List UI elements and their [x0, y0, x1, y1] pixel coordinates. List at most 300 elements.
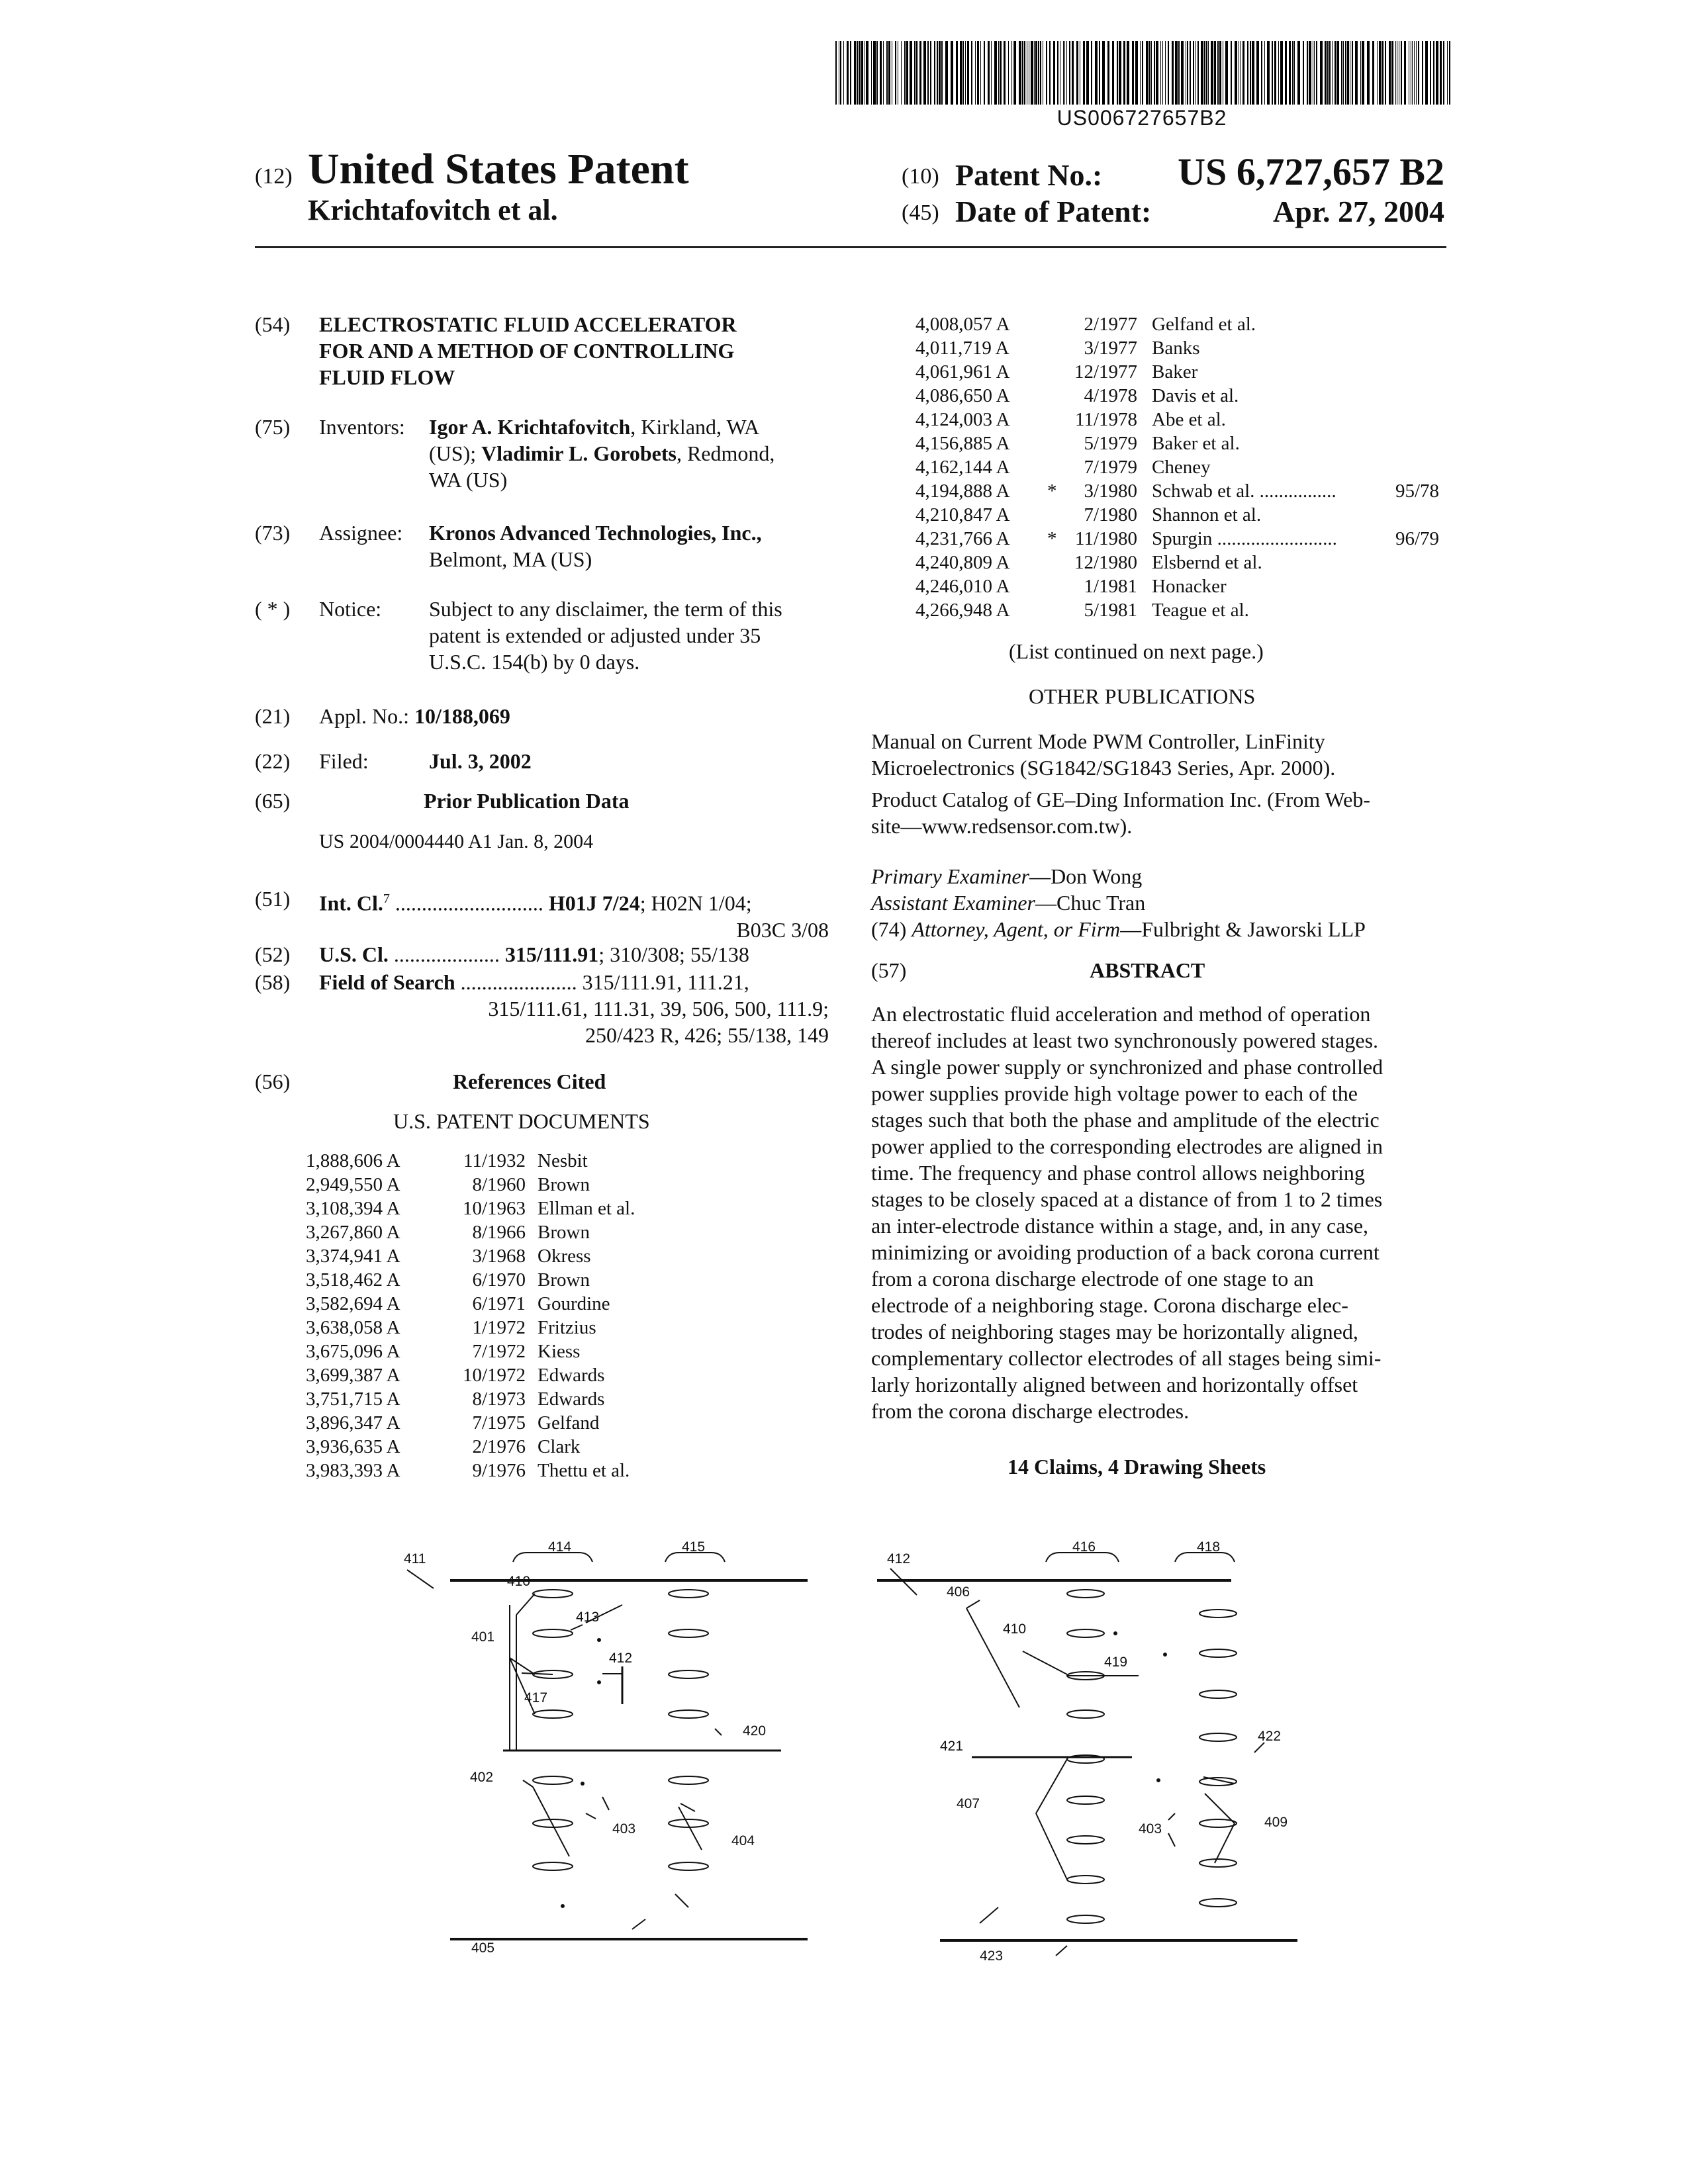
barcode-bar — [1140, 41, 1141, 105]
reference-name: Fritzius — [538, 1317, 596, 1338]
attorney: (74) Attorney, Agent, or Firm—Fulbright & Jaworski LLP — [871, 917, 1366, 941]
abstract-line: electrode of a neighboring stage. Corona discharge elec- — [871, 1293, 1348, 1317]
barcode-bar — [1154, 41, 1155, 105]
notice-text: Subject to any disclaimer, the term of this patent is extended or adjusted under 35 U.S.C. 154(b) by 0 days. — [429, 597, 782, 674]
barcode-bar — [1436, 41, 1438, 105]
reference-date: 7/1972 — [472, 1341, 526, 1362]
barcode-bar — [873, 41, 876, 105]
references-cited-title: References Cited — [453, 1069, 606, 1093]
reference-date: 2/1977 — [1084, 314, 1137, 335]
barcode-bar — [1040, 41, 1041, 105]
notice-code: ( * ) — [255, 597, 291, 621]
label-r410: 410 — [1003, 1621, 1027, 1637]
barcode-bar — [1117, 41, 1118, 105]
barcode-bar — [1035, 41, 1037, 105]
barcode-bar — [1231, 41, 1232, 105]
filed-code: (22) — [255, 749, 291, 773]
barcode-bar — [1418, 41, 1419, 105]
reference-date: 8/1973 — [472, 1388, 526, 1410]
barcode-bar — [1057, 41, 1058, 105]
reference-number: 4,162,144 A — [915, 457, 1010, 478]
reference-date: 6/1970 — [472, 1269, 526, 1291]
prior-pub-title: Prior Publication Data — [424, 789, 630, 813]
reference-name: Abe et al. — [1152, 409, 1226, 430]
reference-number: 3,896,347 A — [306, 1412, 400, 1433]
collector — [669, 1710, 708, 1718]
abstract-line: from a corona discharge electrode of one stage to an — [871, 1267, 1314, 1291]
barcode-bar — [1293, 41, 1295, 105]
barcode-bar — [1146, 41, 1148, 105]
barcode-bar — [1289, 41, 1291, 105]
reference-number: 4,194,888 A — [915, 480, 1010, 502]
reference-number: 3,936,635 A — [306, 1436, 400, 1457]
reference-date: 11/1932 — [463, 1150, 526, 1171]
reference-date: 7/1975 — [472, 1412, 526, 1433]
reference-date: 3/1968 — [472, 1246, 526, 1267]
reference-name: Okress — [538, 1246, 591, 1267]
label-411: 411 — [404, 1551, 426, 1567]
barcode-bar — [1175, 41, 1178, 105]
reference-name: Nesbit — [538, 1150, 588, 1171]
barcode-bar — [1225, 41, 1228, 105]
barcode-bar — [1401, 41, 1402, 105]
barcode-bar — [967, 41, 969, 105]
barcode-bar — [850, 41, 851, 105]
barcode-bar — [988, 41, 990, 105]
reference-number: 2,949,550 A — [306, 1174, 400, 1195]
barcode-bar — [1208, 41, 1209, 105]
barcode-bar — [1022, 41, 1023, 105]
barcode-bar — [1165, 41, 1166, 105]
barcode-bar — [1123, 41, 1125, 105]
barcode-bar — [1341, 41, 1342, 105]
reference-number: 4,231,766 A — [915, 528, 1010, 549]
reference-number: 4,240,809 A — [915, 552, 1010, 573]
reference-name: Davis et al. — [1152, 385, 1239, 406]
reference-number: 4,124,003 A — [915, 409, 1010, 430]
label-423: 423 — [980, 1948, 1004, 1964]
publication-2: Product Catalog of GE–Ding Information Inc. (From Web- site—www.redsensor.com.tw). — [871, 788, 1371, 838]
barcode-bar — [1107, 41, 1109, 105]
electrode — [533, 1629, 573, 1637]
reference-name: Schwab et al. ................ — [1152, 480, 1336, 502]
barcode-bar — [1102, 41, 1105, 105]
barcode-bar — [1360, 41, 1361, 105]
reference-number: 3,374,941 A — [306, 1246, 400, 1267]
barcode-bar — [1337, 41, 1339, 105]
barcode-bar — [1385, 41, 1386, 105]
collector — [669, 1862, 708, 1870]
assistant-examiner: Assistant Examiner—Chuc Tran — [871, 891, 1146, 915]
abstract-line: larly horizontally aligned between and horizontally offset — [871, 1373, 1358, 1396]
barcode-bar — [1011, 41, 1012, 105]
barcode-bar — [994, 41, 997, 105]
header-authors: Krichtafovitch et al. — [308, 194, 558, 226]
barcode-bar — [1162, 41, 1163, 105]
barcode-bar — [984, 41, 985, 105]
barcode-bar — [1274, 41, 1276, 105]
reference-date: 3/1980 — [1084, 480, 1137, 502]
reference-number: 4,061,961 A — [915, 361, 1010, 383]
inventors-label: Inventors: — [319, 415, 405, 439]
reference-number: 3,699,387 A — [306, 1365, 400, 1386]
barcode-bar — [1278, 41, 1279, 105]
reference-number: 4,008,057 A — [915, 314, 1010, 335]
barcode-bar — [1325, 41, 1327, 105]
reference-name: Brown — [538, 1222, 590, 1243]
collector — [669, 1590, 708, 1598]
abstract-code: (57) — [871, 958, 907, 982]
barcode-bar — [861, 41, 863, 105]
reference-name: Thettu et al. — [538, 1460, 630, 1481]
barcode-bar — [939, 41, 941, 105]
barcode-bar — [859, 41, 861, 105]
barcode-bar — [977, 41, 979, 105]
label-401: 401 — [471, 1629, 495, 1645]
barcode-bar — [1217, 41, 1219, 105]
barcode-bar — [1345, 41, 1346, 105]
barcode-bar — [975, 41, 976, 105]
barcode-bar — [1019, 41, 1021, 105]
doc-kind-code: (12) — [255, 164, 293, 189]
barcode-bar — [904, 41, 906, 105]
barcode-bar — [1297, 41, 1300, 105]
barcode-bar — [1379, 41, 1381, 105]
barcode-bar — [1367, 41, 1370, 105]
reference-name: Baker et al. — [1152, 433, 1240, 454]
label-406: 406 — [947, 1584, 970, 1600]
reference-number: 4,156,885 A — [915, 433, 1010, 454]
barcode-bar — [1303, 41, 1304, 105]
publication-1: Manual on Current Mode PWM Controller, LinFinity Microelectronics (SG1842/SG1843 Series, Apr. 2000). — [871, 729, 1336, 780]
reference-name: Cheney — [1152, 457, 1211, 478]
barcode-bar — [1243, 41, 1244, 105]
reference-number: 3,751,715 A — [306, 1388, 400, 1410]
reference-date: 12/1980 — [1074, 552, 1137, 573]
barcode-bar — [1395, 41, 1396, 105]
barcode-bar — [1433, 41, 1434, 105]
abstract-line: from the corona discharge electrodes. — [871, 1399, 1190, 1423]
barcode-bar — [1172, 41, 1174, 105]
reference-class: 96/79 — [1395, 528, 1439, 549]
barcode-bar — [1168, 41, 1169, 105]
barcode-bar — [1240, 41, 1241, 105]
label-414: 414 — [548, 1539, 572, 1555]
abstract-line: time. The frequency and phase control allows neighboring — [871, 1161, 1365, 1185]
reference-number: 1,888,606 A — [306, 1150, 400, 1171]
barcode — [835, 41, 1452, 105]
barcode-bar — [1099, 41, 1100, 105]
barcode-bar — [1066, 41, 1067, 105]
barcode-bar — [876, 41, 878, 105]
barcode-bar — [857, 41, 858, 105]
filed-label: Filed: — [319, 749, 369, 773]
reference-class: 95/78 — [1395, 480, 1439, 502]
reference-date: 5/1979 — [1084, 433, 1137, 454]
barcode-bar — [980, 41, 981, 105]
barcode-bar — [843, 41, 844, 105]
int-cl: Int. Cl.$^7$ ............................ H01J 7/24; H02N 1/04; B03C 3/08 — [319, 891, 829, 942]
reference-date: 11/1980 — [1075, 528, 1137, 549]
appl-code: (21) — [255, 704, 291, 728]
barcode-bar — [1004, 41, 1006, 105]
barcode-bar — [951, 41, 953, 105]
reference-name: Gelfand — [538, 1412, 600, 1433]
date-of-patent-label: Date of Patent: — [955, 195, 1152, 228]
barcode-bar — [1332, 41, 1333, 105]
barcode-bar — [1335, 41, 1336, 105]
barcode-bar — [1201, 41, 1203, 105]
assignee-code: (73) — [255, 521, 291, 545]
barcode-bar — [1135, 41, 1138, 105]
abstract-line: an inter-electrode distance within a stage, and, in any case, — [871, 1214, 1369, 1238]
reference-date: 10/1972 — [462, 1365, 526, 1386]
reference-name: Gelfand et al. — [1152, 314, 1256, 335]
reference-name: Elsbernd et al. — [1152, 552, 1262, 573]
reference-number: 3,638,058 A — [306, 1317, 400, 1338]
barcode-bar — [1414, 41, 1415, 105]
fos-code: (58) — [255, 970, 291, 994]
barcode-bar — [1063, 41, 1064, 105]
barcode-bar — [919, 41, 921, 105]
barcode-bar — [1412, 41, 1413, 105]
barcode-bar — [1327, 41, 1329, 105]
barcode-bar — [1447, 41, 1448, 105]
barcode-bar — [1372, 41, 1374, 105]
reference-date: 8/1966 — [472, 1222, 526, 1243]
barcode-bar — [1024, 41, 1025, 105]
label-419: 419 — [1104, 1655, 1128, 1670]
barcode-bar — [1211, 41, 1213, 105]
barcode-bar — [991, 41, 992, 105]
barcode-bar — [1256, 41, 1259, 105]
leader-411 — [407, 1570, 434, 1588]
barcode-bar — [888, 41, 890, 105]
prior-pub-entry: US 2004/0004440 A1 Jan. 8, 2004 — [319, 831, 594, 852]
label-r403: 403 — [1139, 1821, 1162, 1837]
barcode-bar — [1355, 41, 1358, 105]
barcode-bar — [1008, 41, 1009, 105]
barcode-bar — [835, 41, 837, 105]
barcode-bar — [1190, 41, 1191, 105]
us-patent-documents-title: U.S. PATENT DOCUMENTS — [393, 1109, 650, 1133]
abstract-line: complementary collector electrodes of all stages being simi- — [871, 1346, 1382, 1370]
label-412: 412 — [609, 1651, 633, 1666]
reference-name: Brown — [538, 1174, 590, 1195]
barcode-bar — [1449, 41, 1450, 105]
reference-star: * — [1047, 480, 1057, 502]
barcode-bar — [1416, 41, 1417, 105]
barcode-bar — [901, 41, 902, 105]
reference-number: 3,108,394 A — [306, 1198, 400, 1219]
barcode-bar — [962, 41, 964, 105]
barcode-bar — [1404, 41, 1406, 105]
barcode-bar — [1343, 41, 1344, 105]
reference-number: 4,246,010 A — [915, 576, 1010, 597]
electrode — [533, 1590, 573, 1598]
barcode-bar — [1329, 41, 1331, 105]
barcode-bar — [1389, 41, 1391, 105]
invention-title: ELECTROSTATIC FLUID ACCELERATOR FOR AND A METHOD OF CONTROLLING FLUID FLOW — [319, 312, 737, 389]
barcode-bar — [1046, 41, 1047, 105]
reference-number: 3,983,393 A — [306, 1460, 400, 1481]
barcode-bar — [1038, 41, 1039, 105]
collector — [669, 1629, 708, 1637]
label-421: 421 — [940, 1739, 964, 1754]
assignee-label: Assignee: — [319, 521, 403, 545]
barcode-bar — [1053, 41, 1055, 105]
barcode-bar — [1382, 41, 1383, 105]
label-402: 402 — [470, 1770, 494, 1785]
title-code: (54) — [255, 312, 291, 336]
reference-number: 3,675,096 A — [306, 1341, 400, 1362]
barcode-bar — [1314, 41, 1315, 105]
reference-date: 12/1977 — [1074, 361, 1137, 383]
label-410: 410 — [507, 1574, 531, 1589]
refs-code: (56) — [255, 1069, 291, 1093]
barcode-bar — [917, 41, 918, 105]
barcode-bar — [927, 41, 929, 105]
barcode-bar — [1422, 41, 1423, 105]
barcode-bar — [1049, 41, 1051, 105]
us-cl: U.S. Cl. .................... 315/111.91; 310/308; 55/138 — [319, 942, 749, 966]
barcode-bar — [1072, 41, 1074, 105]
abstract-line: A single power supply or synchronized and phase controlled — [871, 1055, 1383, 1079]
reference-name: Edwards — [538, 1388, 605, 1410]
barcode-bar — [883, 41, 884, 105]
patent-no-code: (10) — [902, 164, 939, 189]
barcode-bar — [1347, 41, 1349, 105]
barcode-bar — [1091, 41, 1092, 105]
abstract-line: trodes of neighboring stages may be horizontally aligned, — [871, 1320, 1358, 1343]
date-code: (45) — [902, 201, 939, 225]
label-407: 407 — [957, 1796, 980, 1811]
reference-date: 4/1978 — [1084, 385, 1137, 406]
barcode-bar — [1206, 41, 1207, 105]
barcode-bar — [1076, 41, 1078, 105]
barcode-number: US006727657B2 — [1056, 106, 1227, 130]
reference-date: 11/1978 — [1075, 409, 1137, 430]
reference-star: * — [1047, 528, 1057, 549]
electrode — [533, 1776, 573, 1784]
label-409: 409 — [1264, 1815, 1288, 1830]
reference-date: 6/1971 — [472, 1293, 526, 1314]
barcode-bar — [847, 41, 849, 105]
collector — [669, 1776, 708, 1784]
barcode-bar — [1178, 41, 1180, 105]
label-413: 413 — [576, 1610, 600, 1625]
reference-date: 7/1979 — [1084, 457, 1137, 478]
abstract-line: power applied to the corresponding electrodes are aligned in — [871, 1134, 1383, 1158]
barcode-bar — [1320, 41, 1323, 105]
reference-number: 3,518,462 A — [306, 1269, 400, 1291]
barcode-bar — [1064, 41, 1065, 105]
barcode-bar — [1014, 41, 1016, 105]
barcode-bar — [1193, 41, 1194, 105]
uscl-code: (52) — [255, 942, 291, 966]
prior-pub-code: (65) — [255, 789, 291, 813]
filed-date: Jul. 3, 2002 — [429, 749, 532, 773]
barcode-bar — [1307, 41, 1308, 105]
barcode-bar — [1095, 41, 1098, 105]
barcode-bar — [941, 41, 943, 105]
barcode-bar — [1309, 41, 1311, 105]
reference-number: 4,086,650 A — [915, 385, 1010, 406]
reference-date: 10/1963 — [462, 1198, 526, 1219]
reference-number: 4,210,847 A — [915, 504, 1010, 525]
electrode — [533, 1710, 573, 1718]
barcode-bar — [1391, 41, 1393, 105]
primary-examiner: Primary Examiner—Don Wong — [871, 864, 1143, 888]
barcode-bar — [1031, 41, 1033, 105]
barcode-bar — [965, 41, 966, 105]
barcode-bar — [998, 41, 999, 105]
patent-no-label: Patent No.: — [955, 158, 1103, 192]
barcode-bar — [1316, 41, 1317, 105]
patent-number: US 6,727,657 B2 — [1178, 150, 1444, 193]
date-of-patent: Apr. 27, 2004 — [1273, 195, 1444, 228]
barcode-bar — [1440, 41, 1442, 105]
reference-date: 1/1981 — [1084, 576, 1137, 597]
appl-no: Appl. No.: 10/188,069 — [319, 704, 510, 728]
label-420: 420 — [743, 1723, 767, 1739]
inventors-code: (75) — [255, 415, 291, 439]
label-416: 416 — [1072, 1539, 1096, 1555]
barcode-bar — [1250, 41, 1251, 105]
representative-figure — [384, 1522, 1337, 1985]
barcode-bar — [1149, 41, 1150, 105]
barcode-bar — [1132, 41, 1134, 105]
barcode-bar — [1219, 41, 1221, 105]
field-of-search: Field of Search ...................... 315/111.91, 111.21, 315/111.61, 111.31, 39, 506, 500, 111.9; 250/423 R, 426; 55/138, 149 — [319, 970, 829, 1047]
reference-date: 1/1972 — [472, 1317, 526, 1338]
barcode-bar — [937, 41, 938, 105]
barcode-bar — [1112, 41, 1114, 105]
reference-name: Shannon et al. — [1152, 504, 1262, 525]
barcode-bar — [1292, 41, 1293, 105]
reference-name: Honacker — [1152, 576, 1227, 597]
barcode-bar — [1443, 41, 1444, 105]
barcode-bar — [934, 41, 935, 105]
label-403: 403 — [612, 1821, 636, 1837]
header-rule — [255, 246, 1446, 248]
reference-date: 3/1977 — [1084, 338, 1137, 359]
barcode-bar — [1264, 41, 1265, 105]
abstract-line: stages such that both the phase and amplitude of the electric — [871, 1108, 1380, 1132]
barcode-bar — [1119, 41, 1121, 105]
label-418: 418 — [1197, 1539, 1221, 1555]
barcode-bar — [895, 41, 896, 105]
barcode-bar — [915, 41, 917, 105]
barcode-bar — [1214, 41, 1216, 105]
abstract-line: An electrostatic fluid acceleration and method of operation — [871, 1002, 1371, 1026]
barcode-bar — [1285, 41, 1287, 105]
barcode-bar — [956, 41, 958, 105]
reference-date: 7/1980 — [1084, 504, 1137, 525]
barcode-bar — [1181, 41, 1184, 105]
label-r412: 412 — [887, 1551, 911, 1567]
reference-date: 8/1960 — [472, 1174, 526, 1195]
barcode-bar — [1086, 41, 1089, 105]
barcode-bar — [1142, 41, 1143, 105]
barcode-bar — [871, 41, 872, 105]
reference-date: 9/1976 — [472, 1460, 526, 1481]
reference-name: Edwards — [538, 1365, 605, 1386]
reference-name: Teague et al. — [1152, 600, 1249, 621]
barcode-bar — [1252, 41, 1254, 105]
label-415: 415 — [682, 1539, 706, 1555]
abstract-title: ABSTRACT — [1090, 958, 1205, 982]
